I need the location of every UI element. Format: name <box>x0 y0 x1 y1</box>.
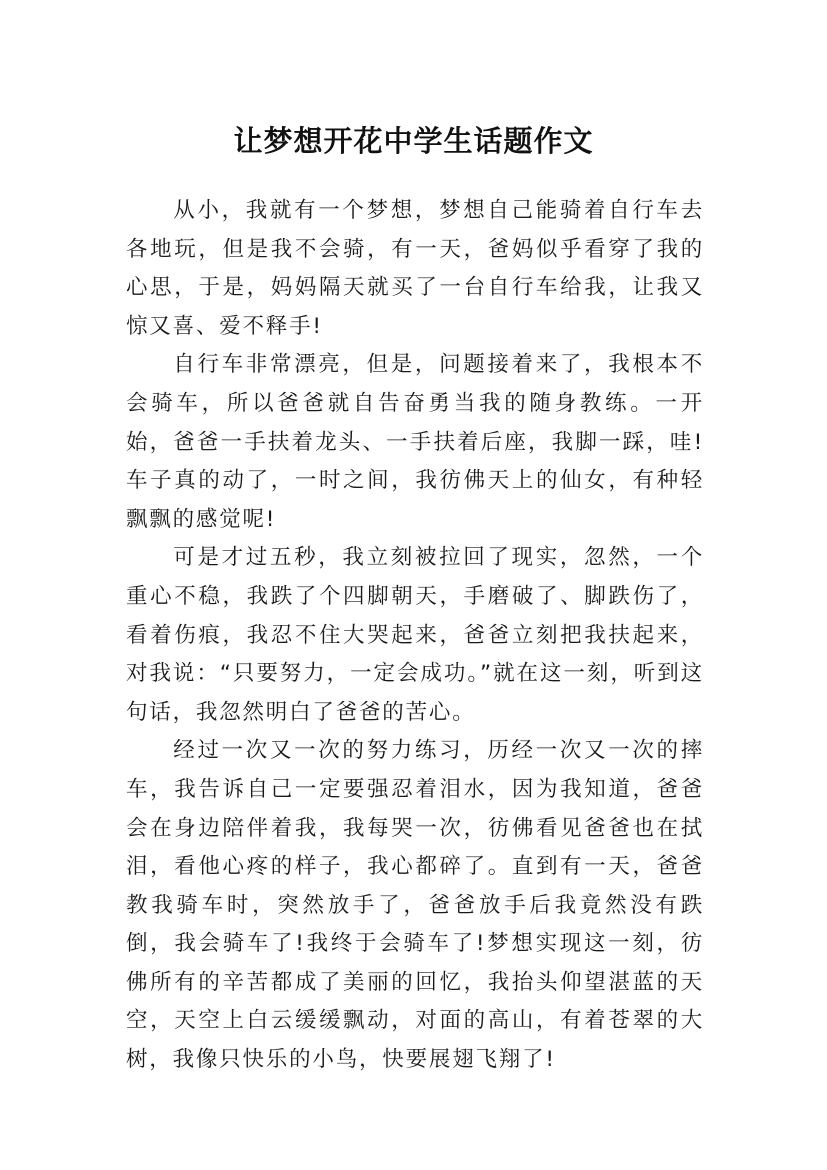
paragraph: 经过一次又一次的努力练习，历经一次又一次的摔车，我告诉自己一定要强忍着泪水，因为我知道，爸爸会在身边陪伴着我，我每哭一次，彷佛看见爸爸也在拭泪，看他心疼的样子，我心都碎了。直到有一天，爸爸教我骑车时，突然放手了，爸爸放手后我竟然没有跌倒，我会骑车了!我终于会骑车了!梦想实现这一刻，彷佛所有的辛苦都成了美丽的回忆，我抬头仰望湛蓝的天空，天空上白云缓缓飘动，对面的高山，有着苍翠的大树，我像只快乐的小鸟，快要展翅飞翔了! <box>126 738 704 1073</box>
document-title: 让梦想开花中学生话题作文 <box>233 124 594 159</box>
paragraph: 可是才过五秒，我立刻被拉回了现实，忽然，一个重心不稳，我跌了个四脚朝天，手磨破了、脚跌伤了，看着伤痕，我忍不住大哭起来，爸爸立刻把我扶起来，对我说：“只要努力，一定会成功。”就在这一刻，听到这句话，我忽然明白了爸爸的苦心。 <box>126 545 704 725</box>
paragraph: 自行车非常漂亮，但是，问题接着来了，我根本不会骑车，所以爸爸就自告奋勇当我的随身教练。一开始，爸爸一手扶着龙头、一手扶着后座，我脚一踩，哇!车子真的动了，一时之间，我彷佛天上的仙女，有种轻飘飘的感觉呢! <box>126 352 704 532</box>
paragraph: 从小，我就有一个梦想，梦想自己能骑着自行车去各地玩，但是我不会骑，有一天，爸妈似乎看穿了我的心思，于是，妈妈隔天就买了一台自行车给我，让我又惊又喜、爱不释手! <box>126 198 704 339</box>
document-body <box>126 192 704 1080</box>
